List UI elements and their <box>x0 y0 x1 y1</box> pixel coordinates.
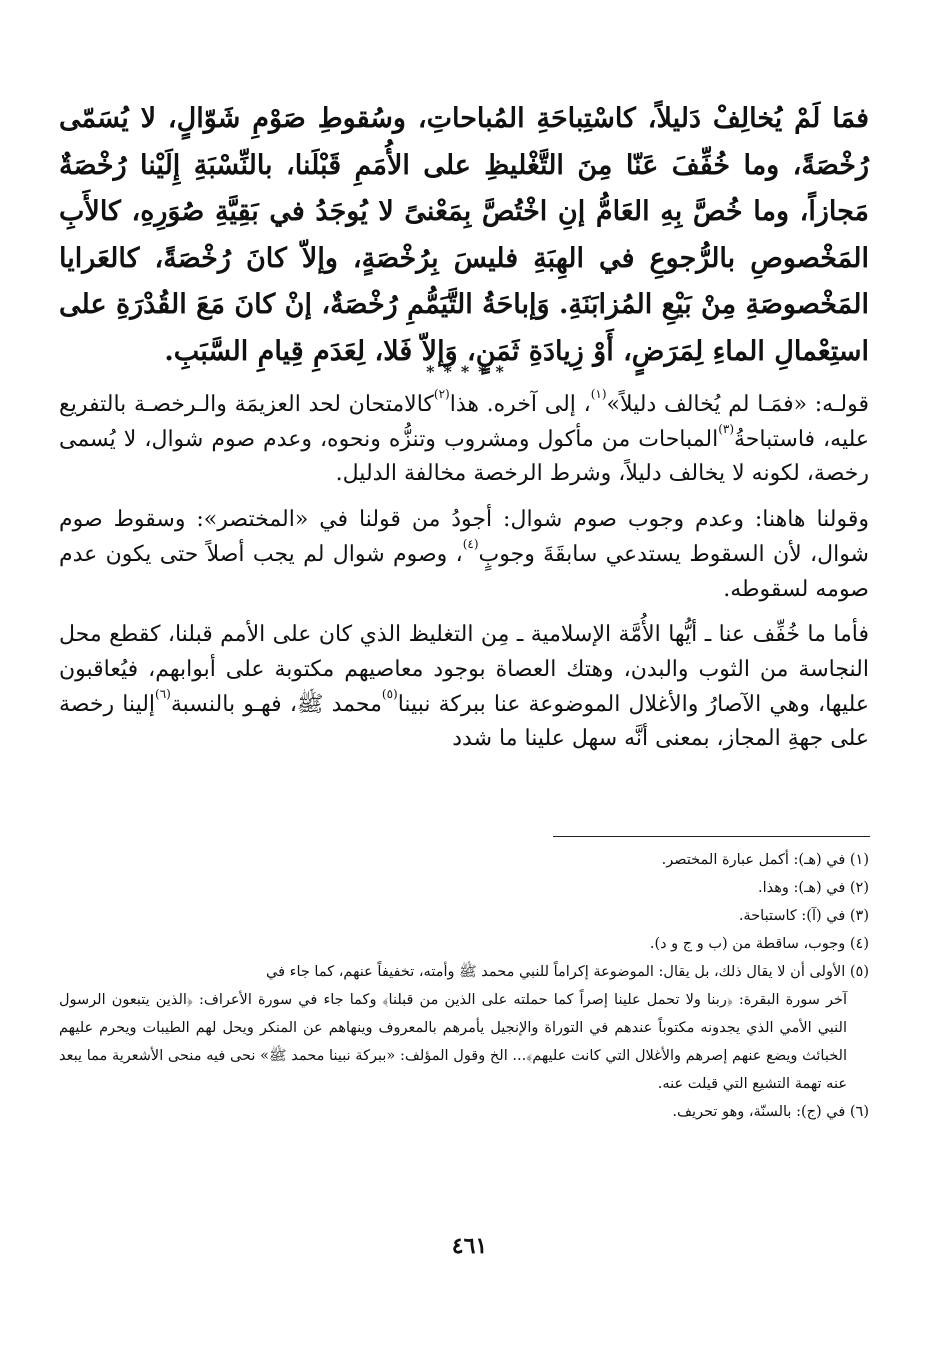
footnote-ref[interactable]: (٤) <box>462 536 479 551</box>
footnote-ref[interactable]: (٥) <box>381 686 398 701</box>
footnote-ref[interactable]: (٣) <box>718 421 735 436</box>
footnote: (٦) في (ج): بالسنّة، وهو تحريف. <box>672 1104 869 1120</box>
main-text-line: يُسَمّى رُخْصَةً، وما خُفِّفَ عَنّا مِنَ التَّغْليظِ على الأُمَمِ قَبْلَنا، بالنِّسْبَةِ إِلَيْنا رُخْصَةٌ <box>59 103 869 181</box>
main-text-line: مَجازاً، وما خُصَّ بِهِ العَامُّ إنِ اخْتُصَّ بِمَعْنىً لا يُوجَدُ في بَقِيَّةِ صُوَرِهِ، كالأَبِ <box>59 196 869 227</box>
footnote: (٢) في (هـ): وهذا. <box>758 880 869 896</box>
commentary-paragraph: وقولنا هاهنا: وعدم وجوب صوم شوال: أجودُ من قولنا في «المختصر»: وسقوط صوم شوال، لأن السقوط يستدعي سابقَةَ وجوبٍ$^{(٤)}$، وصوم شوال لم يجب أصلاً حتى يكون عدم صومه لسقوطه. <box>59 507 869 602</box>
footnote-ref[interactable]: (٢) <box>433 387 450 401</box>
main-text-block <box>59 96 869 375</box>
footnote-continuation: آخر سورة البقرة: ﴿ربنا ولا تحمل علينا إصراً كما حملته على الذين من قبلنا﴾ وكما جاء في سورة الأعراف: ﴿الذين يتبعون الرسول النبي الأمي الذي يجدونه مكتوباً عندهم في التوراة والإنجيل يأمرهم بالمعروف وينهاهم عن المنكر ويحل لهم الطيبات ويحرم عليهم الخبائث ويضع عنهم إصرهم والأغلال التي كانت عليهم﴾... الخ وقول المؤلف: «ببركة نبينا محمد ﷺ» نحى فيه منحى الأشعرية مما يبعد عنه تهمة التشيع التي قيلت عنه. <box>59 992 847 1092</box>
footnote: (١) في (هـ): أكمل عبارة المختصر. <box>661 852 869 868</box>
footnote: (٥) الأولى أن لا يقال ذلك، بل يقال: الموضوعة إكراماً للنبي محمد ﷺ وأمته، تخفيفاً عنهم، كما جاء في <box>266 964 869 980</box>
footnote: (٣) في (آ): كاستباحة. <box>738 908 869 924</box>
commentary-paragraph: فأما ما خُفِّف عنا ـ أيُّها الأُمَّة الإسلامية ـ مِن التغليظ الذي كان على الأمم قبلنا، كقطع محل النجاسة من الثوب والبدن، وهتك العصاة بوجود معاصيهم مكتوبة على أبوابهم، فيُعاقبون عليها، وهي الآصارُ والأغلال الموضوعة عنا ببركة نبينا$^{(٥)}$محمد ﷺ، فهـو بالنسبة$^{(٦)}$إلينا رخصة على جهةِ المجاز، بمعنى أنَّه سهل علينا ما شدد <box>59 622 870 752</box>
footnotes-block <box>59 846 869 1126</box>
main-text-line: المَخْصوصَةِ مِنْ بَيْعِ المُزابَنَةِ. وَإباحَةُ التَّيَمُّمِ رُخْصَةٌ، إنْ كانَ مَعَ القُدْرَةِ على <box>59 289 869 320</box>
footnote-ref[interactable]: (٦) <box>155 686 171 701</box>
section-separator-stars: ***** <box>426 362 513 381</box>
page-number: ٤٦١ <box>451 1233 488 1259</box>
footnote-ref[interactable]: (١) <box>590 387 607 401</box>
commentary-paragraph: قولـه: «فمَـا لم يُخالف دليلاً»$^{(١)}$، إلى آخره. هذا$^{(٢)}$كالامتحان لحد العزيمَة والـرخصـة بالتفريع عليه، فاستباحةُ$^{(٣)}$المباحات من مأكول ومشروب وتنزُّه ونحوه، وعدم صوم شوال، لا يُسمى رخصة، لكونه لا يخالف دليلاً، وشرط الرخصة مخالفة الدليل. <box>59 387 869 487</box>
footnote: (٤) وجوب، ساقطة من (ب و ج و د). <box>649 936 869 952</box>
main-text-line: فمَا لَمْ يُخالِفْ دَليلاً، كاسْتِباحَةِ المُباحاتِ، وسُقوطِ صَوْمِ شَوّالٍ، لا <box>140 103 869 134</box>
footnote-divider <box>553 836 870 837</box>
commentary-block <box>59 388 869 757</box>
main-text-line: استِعْمالِ الماءِ لِمَرَضٍ، أَوْ زِيادَةِ ثَمَنٍ، وَإلاّ فَلا، لِعَدَمِ قِيامِ السَّبَبِ. <box>164 335 869 367</box>
main-text-line: المَخْصوصِ بالرُّجوعِ في الهِبَةِ فليسَ بِرُخْصَةٍ، وإلاّ كانَ رُخْصَةً، كالعَرايا <box>59 242 869 274</box>
